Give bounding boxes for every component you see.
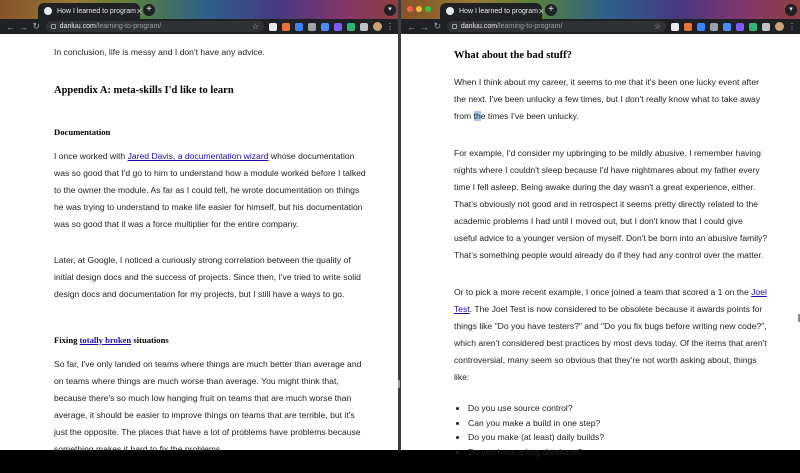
list-item: • Do you make (at least) daily builds? [468,430,768,445]
paragraph: When I think about my career, it seems to me that it's been one lucky event after the next. I've been unlucky a few times, but I don't really know what to take away from the times I've been unlucky. [454,77,761,121]
joel-test-link[interactable]: Joel Test [454,287,767,314]
lock-icon [51,24,56,29]
extension-icon[interactable] [749,23,757,31]
extension-icon[interactable] [308,23,316,31]
url-domain: danluu.com [59,23,96,30]
reload-icon[interactable]: ↻ [433,21,442,31]
tab-strip [0,0,398,19]
extension-icon[interactable] [347,23,355,31]
forward-arrow-icon[interactable]: → [419,21,429,32]
url-path: /learning-to-program/ [95,23,162,30]
tab-learning-to-program[interactable] [38,3,143,19]
back-arrow-icon[interactable]: ← [5,21,15,32]
avatar[interactable] [775,22,784,31]
reload-icon[interactable]: ↻ [32,21,40,31]
extension-icon[interactable] [295,23,303,31]
close-window-icon[interactable] [407,6,413,12]
forward-arrow-icon[interactable]: → [18,21,28,32]
close-icon[interactable]: ✕ [537,6,545,16]
site-favicon-icon [446,7,454,15]
new-tab-button[interactable]: + [545,4,557,16]
article [454,49,768,459]
page-content [401,34,800,457]
puzzle-icon[interactable] [762,23,770,31]
scroll-handle[interactable] [398,380,400,388]
paragraph: So far, I've only landed on teams where things are much better than average and on teams where things are much worse than average. You might think that, because there's so much low hanging fruit on teams that are much worse than average, it should be easier to improve things on teams that are terrible, but it's just the opposite. The places that have a lot of problems have problems because something makes it hard to fix the problems. [54,359,362,454]
browser-window-right [401,0,800,457]
browser-toolbar [0,19,398,34]
extension-icon[interactable] [321,23,329,31]
menu-icon[interactable]: ⋮ [788,22,797,31]
paragraph: For example, I'd consider my upbringing to be mildly abusive. I remember having nights where I couldn't sleep because I'd have nightmares about my father every time I fell asleep. Being awake during the day wasn't a great experience, either. That's obviously not good and in retrospect it seems pretty directly related to the academic problems I had until I moved out, but I don't know that I could give useful advice to a younger version of myself. Don't be born into an abusive family? That's something people would already do if they had any control over the matter. [454,148,768,260]
totally-broken-link[interactable]: totally broken [79,335,132,345]
bad-stuff-heading: What about the bad stuff? [454,50,572,61]
jared-davis-link[interactable]: Jared Davis, a documentation wizard [127,151,269,161]
bookmark-star-icon[interactable]: ☆ [251,22,259,31]
extension-icon[interactable] [334,23,342,31]
lock-icon [452,24,457,29]
url-domain: danluu.com [460,23,498,30]
browser-window-left [0,0,398,454]
menu-icon[interactable]: ⋮ [385,22,394,31]
tab-strip [401,0,800,19]
maximize-window-icon[interactable] [425,6,431,12]
puzzle-icon[interactable] [360,23,368,31]
bookmark-star-icon[interactable]: ☆ [653,22,662,31]
minimize-window-icon[interactable] [416,6,422,12]
paragraph: Or to pick a more recent example, I once joined a team that scored a 1 on the Joel Test. The Joel Test is now considered to be obsolete because it awards points for things like "Do you have testers?" and "Do you fix bugs before writing new code?", which aren't considered best practices by most devs today. Of the items that aren't controversial, many seem so obvious that they're not worth asking about, things like: [454,287,767,382]
list-item: • Do you have a bug database? [468,445,768,460]
documentation-heading: Documentation [54,127,111,137]
list-item: • Can you make a build in one step? [468,416,768,431]
back-arrow-icon[interactable]: ← [406,21,416,32]
avatar[interactable] [373,22,382,31]
address-bar[interactable] [46,21,264,32]
tab-title: How I learned to program [459,7,538,15]
close-icon[interactable]: ✕ [135,6,143,16]
extension-icon[interactable] [736,23,744,31]
appendix-heading: Appendix A: meta-skills I'd like to learn [54,85,234,96]
extension-icon[interactable] [282,23,290,31]
tab-search-button[interactable]: ▾ [785,4,797,16]
address-bar[interactable] [447,21,666,32]
url-path: /learning-to-program/ [497,23,563,30]
paragraph: Later, at Google, I noticed a curiously strong correlation between the quality of initial design docs and the success of projects. Since then, I've tried to write solid design docs and documentation for my projects, but I still have a ways to go. [54,255,361,299]
site-favicon-icon [44,7,52,15]
page-content [0,34,398,454]
checklist [454,401,768,459]
tab-title: How I learned to program [57,7,136,15]
extension-icon[interactable] [269,23,277,31]
extension-icon[interactable] [684,23,692,31]
browser-toolbar [401,19,800,34]
new-tab-button[interactable]: + [143,4,155,16]
extension-icon[interactable] [697,23,705,31]
paragraph: In conclusion, life is messy and I don't have any advice. [54,47,265,57]
article [54,44,368,473]
list-item: • Do you use source control? [468,401,768,416]
extension-icon[interactable] [723,23,731,31]
tab-learning-to-program[interactable] [440,3,545,19]
text-selection[interactable]: th [473,111,481,121]
paragraph: I once worked with Jared Davis, a documentation wizard whose documentation was so good that I'd go to him to understand how a module worked before I talked to the owner the module. As far as I could tell, he wrote documentation on things he was trying to understand to make life easier for himself, but his documentation was so good that it was a force multiplier for the entire company. [54,151,366,229]
extension-icon[interactable] [671,23,679,31]
tab-search-button[interactable]: ▾ [384,4,396,16]
fixing-heading: Fixing totally broken situations [54,335,169,345]
extension-icon[interactable] [710,23,718,31]
